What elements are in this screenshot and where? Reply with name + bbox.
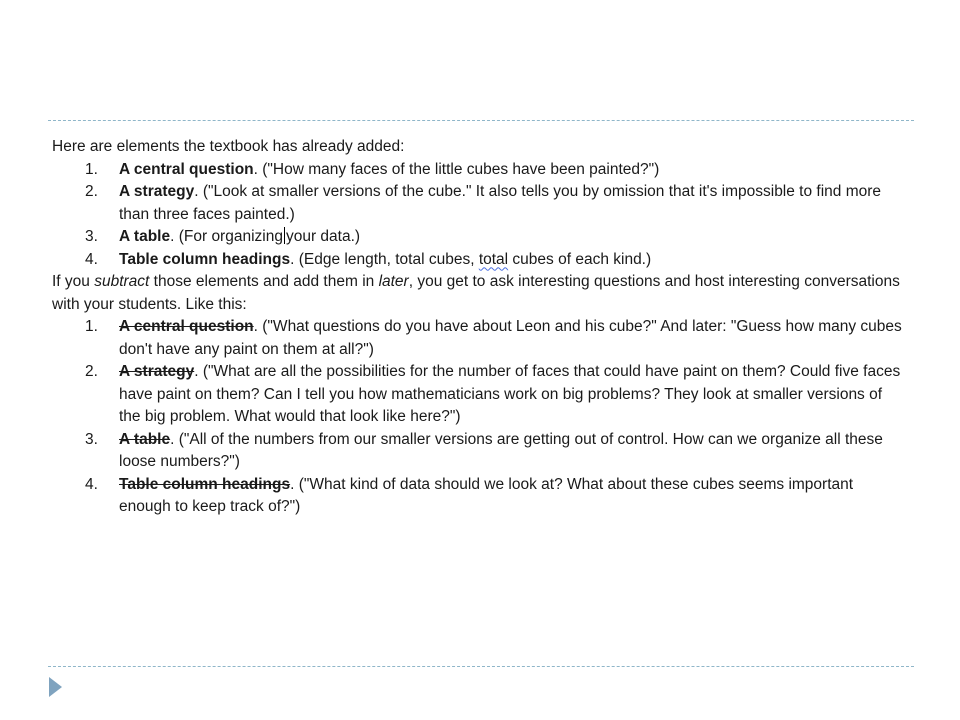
list-item bbox=[52, 249, 902, 272]
bottom-divider bbox=[48, 666, 914, 667]
struck-title: A central question bbox=[119, 318, 254, 335]
item-title: A strategy bbox=[119, 183, 195, 200]
item-text-continued: your data.) bbox=[285, 228, 361, 245]
emphasis-subtract: subtract bbox=[94, 273, 150, 290]
list-item bbox=[52, 181, 902, 226]
item-text: . (For organizing bbox=[170, 228, 283, 245]
item-text: . ("What kind of data should we look at? What about these cubes seems important enough to keep track of?") bbox=[119, 475, 854, 515]
item-text-continued: cubes of each kind.) bbox=[508, 250, 652, 268]
para-text: , you get to ask interesting questions and host interesting conversations with your students. Like this: bbox=[52, 273, 900, 313]
list-item bbox=[52, 361, 902, 429]
item-text: . ("Look at smaller versions of the cube." It also tells you by omission that it's impossible to find more than three faces painted.) bbox=[119, 183, 882, 223]
para-text: those elements and add them in bbox=[149, 273, 379, 290]
emphasis-later: later bbox=[378, 273, 409, 290]
list-item bbox=[52, 474, 902, 519]
list-item bbox=[52, 159, 902, 182]
textbook-elements-list bbox=[52, 159, 902, 272]
triangle-right-icon bbox=[49, 677, 62, 697]
intro-paragraph: Here are elements the textbook has already added: bbox=[52, 138, 405, 155]
struck-title: A strategy bbox=[119, 363, 195, 380]
item-number: 2. bbox=[85, 183, 98, 200]
list-item bbox=[52, 226, 902, 249]
item-number: 4. bbox=[85, 250, 98, 268]
item-number: 4. bbox=[85, 475, 98, 493]
subtract-paragraph bbox=[52, 271, 902, 316]
item-text: . ("How many faces of the little cubes have been painted?") bbox=[253, 160, 660, 178]
item-number: 1. bbox=[85, 318, 98, 335]
item-text: . (Edge length, total cubes, bbox=[290, 250, 479, 268]
item-text: . ("All of the numbers from our smaller versions are getting out of control. How can we organize all these loose numbers?") bbox=[119, 430, 883, 470]
item-title: A central question bbox=[119, 160, 254, 178]
list-item bbox=[52, 429, 902, 474]
top-divider bbox=[48, 120, 914, 121]
item-number: 2. bbox=[85, 363, 98, 380]
subtracted-elements-list bbox=[52, 316, 902, 519]
item-title: A table bbox=[119, 228, 171, 245]
item-text: . ("What are all the possibilities for the number of faces that could have paint on them? Could five faces have paint on them? Can I tell you how mathematicians work on big problems? They look at smaller versions of the big problem. What would that look like here?") bbox=[119, 363, 901, 425]
item-text: . ("What questions do you have about Leon and his cube?" And later: "Guess how many cubes don't have any paint on them at all?") bbox=[119, 318, 902, 358]
para-text: If you bbox=[52, 273, 95, 290]
item-title: Table column headings bbox=[119, 250, 291, 268]
text-cursor bbox=[284, 227, 285, 244]
item-number: 3. bbox=[85, 228, 98, 245]
item-number: 1. bbox=[85, 160, 98, 178]
document-body bbox=[52, 136, 902, 519]
item-number: 3. bbox=[85, 430, 98, 448]
spellcheck-word: total bbox=[478, 250, 509, 268]
struck-title: A table bbox=[119, 430, 171, 448]
list-item bbox=[52, 316, 902, 361]
struck-title: Table column headings bbox=[119, 475, 291, 493]
